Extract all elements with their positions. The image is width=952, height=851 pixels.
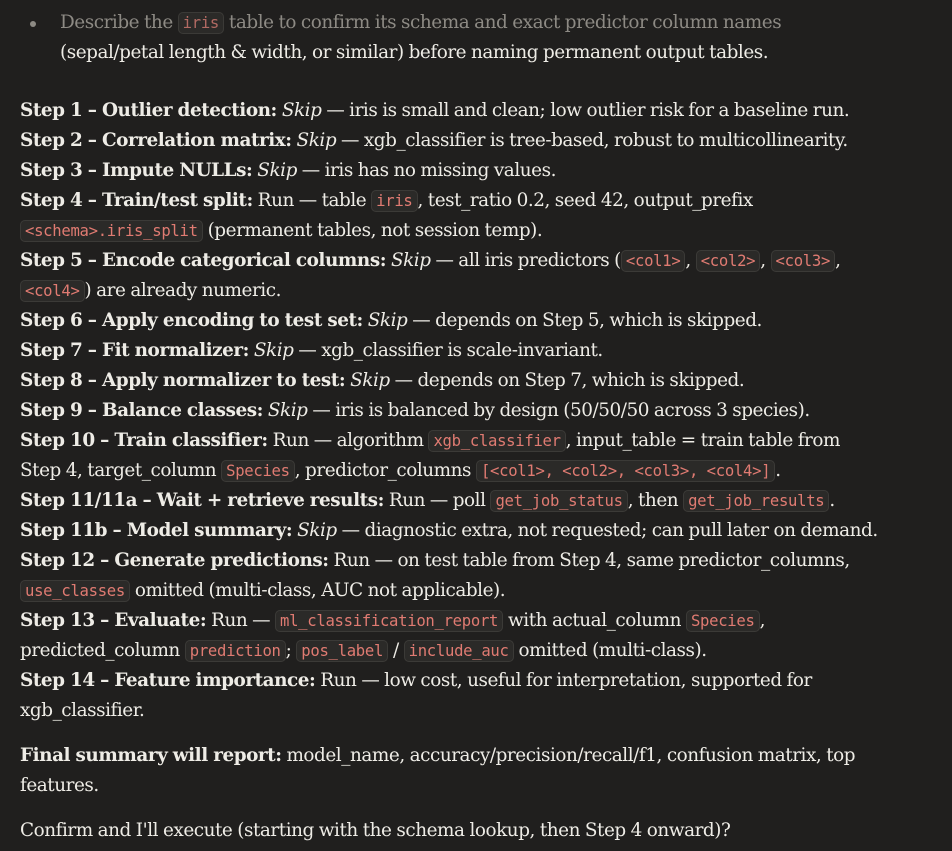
- step-1: [20, 96, 950, 126]
- step-label: Step 9 – Balance classes:: [20, 400, 263, 421]
- step-13: [20, 606, 950, 636]
- inline-code: prediction: [185, 640, 286, 662]
- step-text: Run — table: [252, 190, 372, 211]
- inline-code: ml_classification_report: [275, 610, 503, 632]
- step-3: [20, 156, 950, 186]
- step-label: Step 3 – Impute NULLs:: [20, 160, 253, 181]
- step-text: Run — on test table from Step 4, same predictor_columns,: [328, 550, 850, 571]
- step-11b: [20, 516, 950, 546]
- inline-code: get_job_results: [683, 490, 829, 512]
- step-text: — iris is balanced by design (50/50/50 across 3 species).: [307, 400, 810, 421]
- step-text: Step 4, target_column: [20, 460, 222, 481]
- step-label: Step 7 – Fit normalizer:: [20, 340, 249, 361]
- bullet-line: (sepal/petal length & width, or similar) before naming permanent output tables.: [60, 42, 769, 63]
- confirm-paragraph: [20, 816, 950, 846]
- step-text: .: [829, 490, 835, 511]
- summary-label: Final summary will report:: [20, 745, 282, 766]
- summary-line: features.: [20, 775, 99, 796]
- inline-code: <col2>: [696, 250, 761, 272]
- step-text: — iris has no missing values.: [296, 160, 556, 181]
- inline-code: Species: [221, 460, 295, 482]
- inline-code: [<col1>, <col2>, <col3>, <col4>]: [476, 460, 775, 482]
- step-mode: Skip: [281, 100, 322, 121]
- summary-paragraph: [20, 741, 950, 801]
- step-text: /: [388, 640, 404, 661]
- step-mode: Skip: [267, 400, 308, 421]
- step-label: Step 11/11a – Wait + retrieve results:: [20, 490, 384, 511]
- step-label: Step 2 – Correlation matrix:: [20, 130, 292, 151]
- step-12-cont: [20, 576, 950, 606]
- inline-code: <schema>.iris_split: [20, 220, 203, 242]
- step-label: Step 11b – Model summary:: [20, 520, 293, 541]
- chat-message: [20, 8, 950, 846]
- step-text: — all iris predictors (: [430, 250, 621, 271]
- separator: ,: [835, 250, 841, 271]
- step-mode: Skip: [367, 310, 408, 331]
- step-mode: Skip: [257, 160, 297, 181]
- step-label: Step 1 – Outlier detection:: [20, 100, 277, 121]
- inline-code: use_classes: [20, 580, 130, 602]
- bullet-line: [60, 8, 950, 38]
- step-label: Step 14 – Feature importance:: [20, 670, 316, 691]
- step-text: predicted_column: [20, 640, 185, 661]
- step-14: [20, 666, 950, 696]
- step-label: Step 13 – Evaluate:: [20, 610, 207, 631]
- inline-code: pos_label: [296, 640, 388, 662]
- separator: ,: [685, 250, 696, 271]
- step-label: Step 5 – Encode categorical columns:: [20, 250, 387, 271]
- step-mode: Skip: [350, 370, 390, 391]
- list-item: [20, 8, 950, 68]
- step-7: [20, 336, 950, 366]
- inline-code: <col1>: [621, 250, 686, 272]
- step-text: , predictor_columns: [294, 460, 476, 481]
- step-text: — depends on Step 5, which is skipped.: [407, 310, 762, 331]
- inline-code: iris: [178, 12, 224, 34]
- inline-code: <col4>: [20, 280, 85, 302]
- step-text: — diagnostic extra, not requested; can pull later on demand.: [336, 520, 878, 541]
- step-text: Run — poll: [383, 490, 491, 511]
- step-text: (permanent tables, not session temp).: [202, 220, 543, 241]
- step-mode: Skip: [296, 130, 337, 151]
- step-text: — depends on Step 7, which is skipped.: [389, 370, 745, 391]
- step-6: [20, 306, 950, 336]
- step-4: [20, 186, 950, 216]
- bullet-icon: [30, 21, 36, 27]
- inline-code: Species: [686, 610, 760, 632]
- step-text: — xgb_classifier is tree-based, robust to multicollinearity.: [336, 130, 848, 151]
- text: Describe the: [60, 12, 178, 33]
- step-text: omitted (multi-class, AUC not applicable).: [129, 580, 506, 601]
- step-text: Run — low cost, useful for interpretation, supported for: [315, 670, 812, 691]
- step-9: [20, 396, 950, 426]
- step-text: Run —: [206, 610, 275, 631]
- step-12: [20, 546, 950, 576]
- step-text: , input_table = train table from: [565, 430, 840, 451]
- step-8: [20, 366, 950, 396]
- step-text: .: [775, 460, 781, 481]
- inline-code: <col3>: [771, 250, 836, 272]
- step-label: Step 10 – Train classifier:: [20, 430, 268, 451]
- step-10: [20, 426, 950, 456]
- step-text: — xgb_classifier is scale-invariant.: [293, 340, 603, 361]
- step-text: ) are already numeric.: [84, 280, 281, 301]
- separator: ,: [760, 250, 771, 271]
- inline-code: get_job_status: [490, 490, 627, 512]
- step-11: [20, 486, 950, 516]
- step-text: , then: [627, 490, 684, 511]
- summary-text: model_name, accuracy/precision/recall/f1, confusion matrix, top: [281, 745, 856, 766]
- confirm-text: Confirm and I'll execute (starting with the schema lookup, then Step 4 onward)?: [20, 820, 731, 841]
- inline-code: include_auc: [404, 640, 514, 662]
- step-label: Step 8 – Apply normalizer to test:: [20, 370, 346, 391]
- summary-line: [20, 741, 950, 771]
- step-5-cont: [20, 276, 950, 306]
- step-text: Run — algorithm: [267, 430, 429, 451]
- step-text: , test_ratio 0.2, seed 42, output_prefix: [417, 190, 753, 211]
- inline-code: iris: [371, 190, 417, 212]
- step-text: omitted (multi-class).: [513, 640, 707, 661]
- step-10-cont: [20, 456, 950, 486]
- step-13-cont: [20, 636, 950, 666]
- step-mode: Skip: [253, 340, 294, 361]
- step-mode: Skip: [297, 520, 337, 541]
- step-2: [20, 126, 950, 156]
- step-text: ,: [759, 610, 765, 631]
- step-label: Step 6 – Apply encoding to test set:: [20, 310, 363, 331]
- step-text: with actual_column: [503, 610, 686, 631]
- step-5: [20, 246, 950, 276]
- inline-code: xgb_classifier: [428, 430, 565, 452]
- step-mode: Skip: [390, 250, 431, 271]
- step-text: — iris is small and clean; low outlier risk for a baseline run.: [321, 100, 850, 121]
- step-text: ;: [285, 640, 297, 661]
- step-14-cont: xgb_classifier.: [20, 700, 145, 721]
- step-label: Step 4 – Train/test split:: [20, 190, 253, 211]
- step-label: Step 12 – Generate predictions:: [20, 550, 329, 571]
- step-list: [20, 96, 950, 726]
- step-4-cont: [20, 216, 950, 246]
- text: table to confirm its schema and exact predictor column names: [224, 12, 782, 33]
